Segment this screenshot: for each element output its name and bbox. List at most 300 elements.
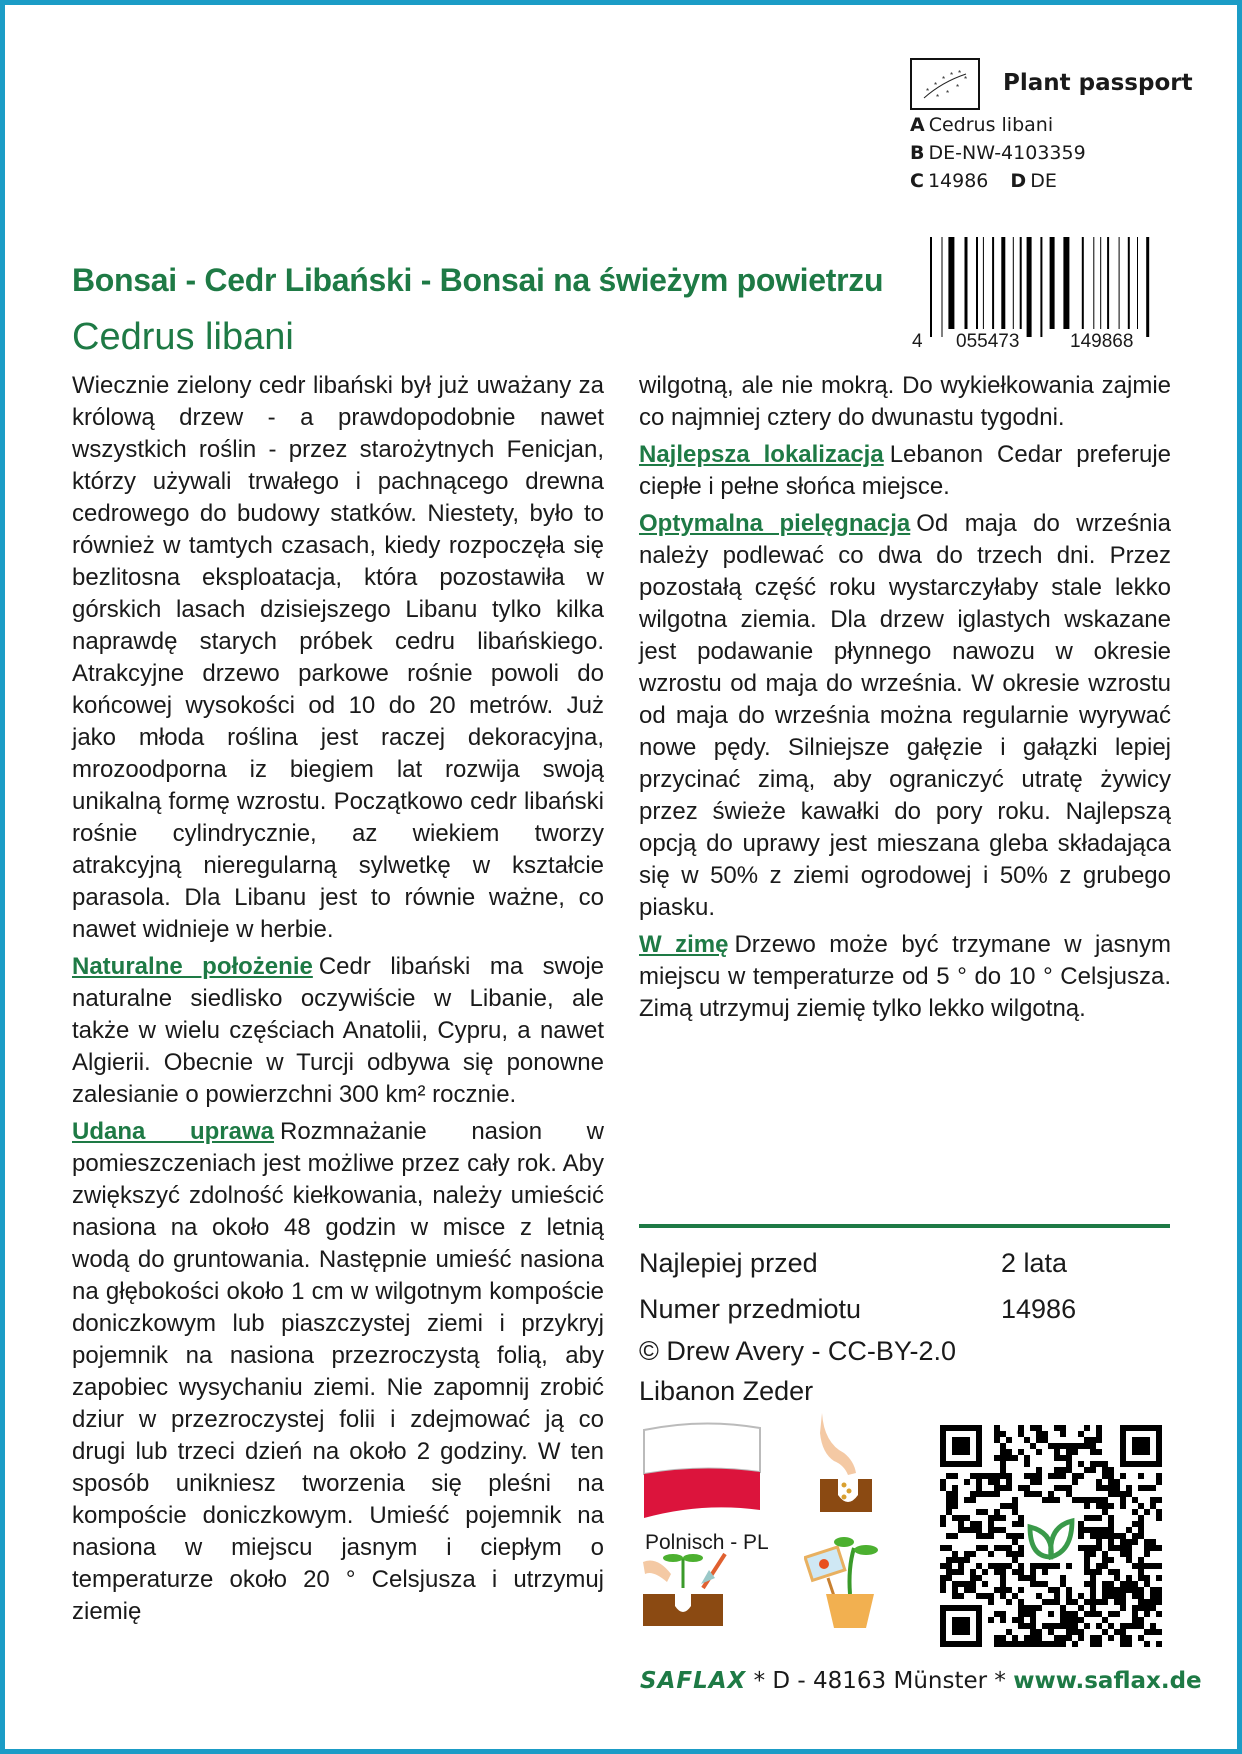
qr-module (1054, 1641, 1060, 1647)
qr-module (946, 1509, 952, 1515)
qr-module (1042, 1563, 1048, 1569)
qr-module (1078, 1527, 1084, 1533)
qr-module (1018, 1587, 1024, 1593)
qr-module (1066, 1455, 1072, 1461)
qr-module (994, 1635, 1000, 1641)
barcode-bar (983, 237, 984, 329)
qr-module (1006, 1437, 1012, 1443)
qr-module (1042, 1497, 1048, 1503)
qr-module (1066, 1449, 1072, 1455)
qr-module (1102, 1533, 1108, 1539)
qr-module (994, 1527, 1000, 1533)
qr-module (1138, 1473, 1144, 1479)
qr-module (1030, 1611, 1036, 1617)
qr-module (994, 1569, 1000, 1575)
qr-module (958, 1593, 964, 1599)
qr-module (1060, 1443, 1066, 1449)
qr-module (976, 1527, 982, 1533)
qr-module (1066, 1611, 1072, 1617)
qr-module (1036, 1641, 1042, 1647)
qr-module (1102, 1497, 1108, 1503)
qr-module (1108, 1611, 1114, 1617)
qr-module (1012, 1641, 1018, 1647)
qr-module (1054, 1443, 1060, 1449)
qr-module (1060, 1635, 1066, 1641)
qr-module (1150, 1503, 1156, 1509)
qr-module (1042, 1437, 1048, 1443)
qr-module (994, 1545, 1000, 1551)
qr-module (994, 1611, 1000, 1617)
qr-module (1090, 1551, 1096, 1557)
qr-module (1120, 1629, 1126, 1635)
qr-module (1054, 1563, 1060, 1569)
qr-module (970, 1587, 976, 1593)
qr-module (1084, 1599, 1090, 1605)
qr-module (1048, 1443, 1054, 1449)
brand-logo: SAFLAX (640, 1668, 747, 1694)
qr-module (1072, 1617, 1078, 1623)
qr-module (1132, 1497, 1138, 1503)
qr-module (1018, 1623, 1024, 1629)
qr-module (940, 1563, 946, 1569)
qr-module (964, 1551, 970, 1557)
qr-module (1102, 1563, 1108, 1569)
qr-module (952, 1581, 958, 1587)
qr-module (988, 1599, 994, 1605)
passport-line-cd: C 14986 D DE (910, 170, 1057, 192)
barcode-bar (1107, 237, 1109, 329)
qr-module (952, 1473, 958, 1479)
qr-module (1006, 1545, 1012, 1551)
qr-module (1024, 1455, 1030, 1461)
website-link[interactable]: www.saflax.de (1013, 1668, 1202, 1694)
qr-module (976, 1491, 982, 1497)
svg-text:*: * (950, 71, 954, 80)
qr-module (1138, 1503, 1144, 1509)
qr-module (1156, 1563, 1162, 1569)
qr-module (1072, 1473, 1078, 1479)
barcode-bar (1100, 237, 1101, 329)
qr-module (1030, 1635, 1036, 1641)
qr-module (1072, 1599, 1078, 1605)
qr-module (1084, 1581, 1090, 1587)
qr-module (1048, 1611, 1054, 1617)
barcode-bar (1050, 237, 1055, 329)
qr-module (1096, 1545, 1102, 1551)
qr-module (1108, 1557, 1114, 1563)
qr-module (1030, 1425, 1036, 1431)
barcode-bar (1027, 237, 1032, 337)
qr-module (1114, 1485, 1120, 1491)
qr-module (1120, 1587, 1126, 1593)
poland-flag-icon (642, 1420, 762, 1525)
qr-module (988, 1551, 994, 1557)
qr-module (1012, 1533, 1018, 1539)
planting-seedling-icon (643, 1548, 733, 1633)
qr-module (1036, 1425, 1042, 1431)
qr-module (1120, 1641, 1126, 1647)
qr-module (1096, 1527, 1102, 1533)
qr-module (1084, 1545, 1090, 1551)
qr-module (1000, 1485, 1006, 1491)
qr-module (1000, 1527, 1006, 1533)
qr-module (1006, 1551, 1012, 1557)
svg-text:*: * (956, 83, 960, 92)
qr-module (970, 1491, 976, 1497)
qr-module (1078, 1473, 1084, 1479)
qr-module (958, 1569, 964, 1575)
qr-module (988, 1473, 994, 1479)
qr-module (1000, 1431, 1006, 1437)
qr-module (1126, 1551, 1132, 1557)
qr-module (1108, 1527, 1114, 1533)
qr-module (1132, 1533, 1138, 1539)
svg-text:*: * (964, 75, 968, 84)
qr-module (1042, 1623, 1048, 1629)
qr-module (1114, 1491, 1120, 1497)
qr-module (1048, 1587, 1054, 1593)
qr-module (1150, 1599, 1156, 1605)
qr-module (1096, 1569, 1102, 1575)
section-heading: Udana uprawa (72, 1118, 274, 1145)
qr-module (970, 1551, 976, 1557)
qr-module (1054, 1593, 1060, 1599)
qr-module (958, 1515, 964, 1521)
qr-module (1054, 1599, 1060, 1605)
qr-module (1120, 1497, 1126, 1503)
qr-module (1102, 1485, 1108, 1491)
qr-module (946, 1533, 952, 1539)
qr-code[interactable] (940, 1425, 1162, 1647)
qr-module (1030, 1581, 1036, 1587)
qr-module (1150, 1587, 1156, 1593)
qr-module (952, 1557, 958, 1563)
qr-module (940, 1479, 946, 1485)
qr-module (1000, 1545, 1006, 1551)
qr-module (1012, 1557, 1018, 1563)
svg-text:*: * (946, 89, 950, 98)
qr-module (1120, 1491, 1126, 1497)
qr-module (1024, 1605, 1030, 1611)
qr-module (1042, 1581, 1048, 1587)
qr-module (1012, 1617, 1018, 1623)
qr-module (1120, 1581, 1126, 1587)
qr-module (1006, 1503, 1012, 1509)
qr-module (1126, 1485, 1132, 1491)
qr-module (988, 1527, 994, 1533)
qr-module (1078, 1533, 1084, 1539)
paragraph (72, 951, 604, 1111)
qr-module (1066, 1617, 1072, 1623)
qr-module (1102, 1551, 1108, 1557)
qr-module (1132, 1611, 1138, 1617)
qr-module (1096, 1539, 1102, 1545)
qr-module (1090, 1575, 1096, 1581)
qr-module (1060, 1641, 1066, 1647)
paragraph-text: Drzewo może być trzymane w jasnym miejscu w temperaturze od 5 ° do 10 ° Celsjusza. Zimą utrzymuj ziemię tylko lekko wilgotną. (639, 931, 1171, 1022)
qr-module (988, 1479, 994, 1485)
qr-module (1078, 1521, 1084, 1527)
qr-module (1078, 1431, 1084, 1437)
qr-module (1012, 1551, 1018, 1557)
qr-module (1000, 1611, 1006, 1617)
qr-module (1084, 1569, 1090, 1575)
qr-module (1126, 1575, 1132, 1581)
qr-module (1108, 1545, 1114, 1551)
qr-module (1024, 1635, 1030, 1641)
qr-module (1102, 1503, 1108, 1509)
qr-module (1084, 1563, 1090, 1569)
right-text-column (639, 370, 1171, 1030)
qr-module (1006, 1449, 1012, 1455)
qr-module (1030, 1629, 1036, 1635)
qr-module (1000, 1593, 1006, 1599)
qr-module (946, 1569, 952, 1575)
qr-module (1144, 1605, 1150, 1611)
qr-module (1000, 1515, 1006, 1521)
qr-module (1108, 1623, 1114, 1629)
qr-module (1120, 1623, 1126, 1629)
qr-module (1000, 1443, 1006, 1449)
qr-module (1018, 1569, 1024, 1575)
qr-module (970, 1473, 976, 1479)
qr-module (1000, 1617, 1006, 1623)
qr-module (1132, 1581, 1138, 1587)
leaf-logo-icon (1030, 1521, 1072, 1557)
qr-module (964, 1581, 970, 1587)
qr-module (1030, 1491, 1036, 1497)
qr-module (1036, 1449, 1042, 1455)
qr-module (1096, 1497, 1102, 1503)
qr-module (1000, 1503, 1006, 1509)
qr-module (1030, 1575, 1036, 1581)
qr-module (1000, 1635, 1006, 1641)
qr-module (1072, 1611, 1078, 1617)
qr-module (1102, 1617, 1108, 1623)
qr-module (1156, 1593, 1162, 1599)
qr-module (1096, 1449, 1102, 1455)
qr-module (1144, 1581, 1150, 1587)
qr-module (1012, 1569, 1018, 1575)
barcode-bar (1013, 237, 1014, 329)
barcode-bar (948, 237, 954, 329)
qr-module (1054, 1635, 1060, 1641)
qr-module (1138, 1605, 1144, 1611)
qr-module (1036, 1605, 1042, 1611)
qr-module (1066, 1491, 1072, 1497)
barcode-bar (1040, 237, 1042, 337)
qr-module (946, 1491, 952, 1497)
qr-module (1132, 1593, 1138, 1599)
qr-module (958, 1557, 964, 1563)
qr-module (952, 1587, 958, 1593)
qr-module (1030, 1623, 1036, 1629)
qr-module (1108, 1485, 1114, 1491)
qr-module (946, 1557, 952, 1563)
qr-module (976, 1509, 982, 1515)
barcode-digit-prefix: 4 (912, 331, 923, 352)
qr-module (1132, 1509, 1138, 1515)
qr-module (1138, 1569, 1144, 1575)
item-number-value: 14986 (1001, 1294, 1077, 1324)
qr-module (970, 1527, 976, 1533)
qr-module (1024, 1473, 1030, 1479)
latin-name: Cedrus libani (72, 316, 294, 358)
qr-module (1036, 1479, 1042, 1485)
qr-module (1048, 1491, 1054, 1497)
paragraph-text: Rozmnażanie nasion w pomieszczeniach jest możliwe przez cały rok. Aby zwiększyć zdolność kiełkowania, należy umieścić nasiona na około 48 godzin w misce z letnią wodą do gruntowania. Następnie umieść nasiona na głębokości około 1 cm w wilgotnym kompoście doniczkowym lub piaszczystej ziemi i przykryj pojemnik na nasiona przezroczystą folią, aby zapobiec wysychaniu ziemi. Nie zapomnij zrobić dziur w przezroczystej folii i zdejmować ją co drugi lub trzeci dzień na około 2 godziny. W ten sposób unikniesz tworzenia się pleśni na kompoście doniczkowym. Umieść pojemnik na nasiona w miejscu jasnym i ciepłym o temperaturze około 20 ° Celsjusza i utrzymuj ziemię (72, 1118, 604, 1625)
qr-module (1000, 1449, 1006, 1455)
qr-module (982, 1491, 988, 1497)
qr-module (1084, 1467, 1090, 1473)
qr-module (982, 1593, 988, 1599)
qr-module (1126, 1587, 1132, 1593)
qr-module (976, 1545, 982, 1551)
qr-module (1102, 1557, 1108, 1563)
paragraph (72, 370, 604, 946)
qr-module (1066, 1587, 1072, 1593)
common-name: Libanon Zeder (639, 1376, 814, 1406)
qr-module (1084, 1425, 1090, 1431)
qr-module (1090, 1641, 1096, 1647)
qr-module (1114, 1575, 1120, 1581)
barcode-bar (992, 237, 994, 329)
qr-module (1012, 1539, 1018, 1545)
qr-module (1072, 1497, 1078, 1503)
qr-module (952, 1551, 958, 1557)
best-before-value: 2 lata (1001, 1248, 1068, 1278)
qr-module (994, 1485, 1000, 1491)
qr-module (1132, 1437, 1150, 1455)
qr-module (1090, 1611, 1096, 1617)
qr-module (1018, 1611, 1024, 1617)
qr-module (1054, 1425, 1060, 1431)
qr-module (1090, 1437, 1096, 1443)
qr-module (1084, 1437, 1090, 1443)
qr-module (1066, 1599, 1072, 1605)
qr-module (1126, 1641, 1132, 1647)
qr-module (1054, 1455, 1060, 1461)
qr-module (976, 1521, 982, 1527)
qr-module (1018, 1533, 1024, 1539)
qr-module (1048, 1641, 1054, 1647)
qr-module (1090, 1527, 1096, 1533)
qr-module (1138, 1593, 1144, 1599)
qr-module (1090, 1587, 1096, 1593)
qr-module (1108, 1503, 1114, 1509)
qr-module (1078, 1545, 1084, 1551)
qr-module (1084, 1497, 1090, 1503)
qr-module (1120, 1503, 1126, 1509)
qr-module (1120, 1533, 1126, 1539)
qr-module (940, 1485, 946, 1491)
qr-module (1132, 1587, 1138, 1593)
barcode-bar (965, 237, 968, 329)
qr-module (1048, 1563, 1054, 1569)
qr-module (1090, 1533, 1096, 1539)
qr-module (952, 1437, 970, 1455)
qr-module (1024, 1491, 1030, 1497)
qr-module (1138, 1617, 1144, 1623)
qr-module (1096, 1635, 1102, 1641)
qr-module (1132, 1623, 1138, 1629)
qr-module (988, 1617, 994, 1623)
qr-module (964, 1497, 970, 1503)
qr-module (1036, 1563, 1042, 1569)
qr-module (1144, 1545, 1150, 1551)
qr-module (976, 1485, 982, 1491)
qr-module (1090, 1581, 1096, 1587)
left-text-column (72, 370, 604, 1633)
qr-module (1036, 1629, 1042, 1635)
qr-module (1030, 1563, 1036, 1569)
qr-module (1060, 1581, 1066, 1587)
qr-module (994, 1641, 1000, 1647)
qr-module (1120, 1473, 1126, 1479)
qr-module (982, 1473, 988, 1479)
qr-module (1012, 1593, 1018, 1599)
qr-module (940, 1515, 946, 1521)
qr-module (1048, 1599, 1054, 1605)
barcode-bar (942, 237, 943, 337)
qr-module (1138, 1563, 1144, 1569)
qr-module (1108, 1515, 1114, 1521)
qr-module (1096, 1623, 1102, 1629)
qr-module (1114, 1599, 1120, 1605)
qr-module (940, 1587, 946, 1593)
qr-module (1006, 1485, 1012, 1491)
qr-module (1096, 1611, 1102, 1617)
qr-module (1030, 1479, 1036, 1485)
qr-module (1012, 1503, 1018, 1509)
qr-module (1066, 1461, 1072, 1467)
qr-module (1102, 1461, 1108, 1467)
qr-module (1042, 1599, 1048, 1605)
qr-module (1144, 1539, 1150, 1545)
qr-module (946, 1545, 952, 1551)
qr-module (1090, 1515, 1096, 1521)
qr-module (958, 1563, 964, 1569)
qr-module (994, 1587, 1000, 1593)
qr-module (1036, 1593, 1042, 1599)
qr-module (940, 1545, 946, 1551)
qr-module (1090, 1593, 1096, 1599)
qr-module (1156, 1641, 1162, 1647)
barcode-bar (1119, 237, 1120, 329)
barcode-bar (1146, 237, 1149, 337)
qr-module (1036, 1467, 1042, 1473)
qr-module (1072, 1641, 1078, 1647)
qr-module (1090, 1599, 1096, 1605)
qr-module (1030, 1443, 1036, 1449)
qr-module (1126, 1623, 1132, 1629)
qr-module (1156, 1479, 1162, 1485)
qr-module (1096, 1515, 1102, 1521)
qr-module (1102, 1599, 1108, 1605)
qr-module (1018, 1617, 1024, 1623)
qr-module (970, 1497, 976, 1503)
qr-module (946, 1563, 952, 1569)
qr-module (994, 1491, 1000, 1497)
barcode-bar (976, 237, 978, 329)
qr-module (1066, 1635, 1072, 1641)
qr-module (1132, 1605, 1138, 1611)
svg-text:*: * (926, 87, 930, 96)
qr-module (1072, 1623, 1078, 1629)
qr-module (1108, 1539, 1114, 1545)
qr-module (970, 1569, 976, 1575)
qr-module (1030, 1569, 1036, 1575)
